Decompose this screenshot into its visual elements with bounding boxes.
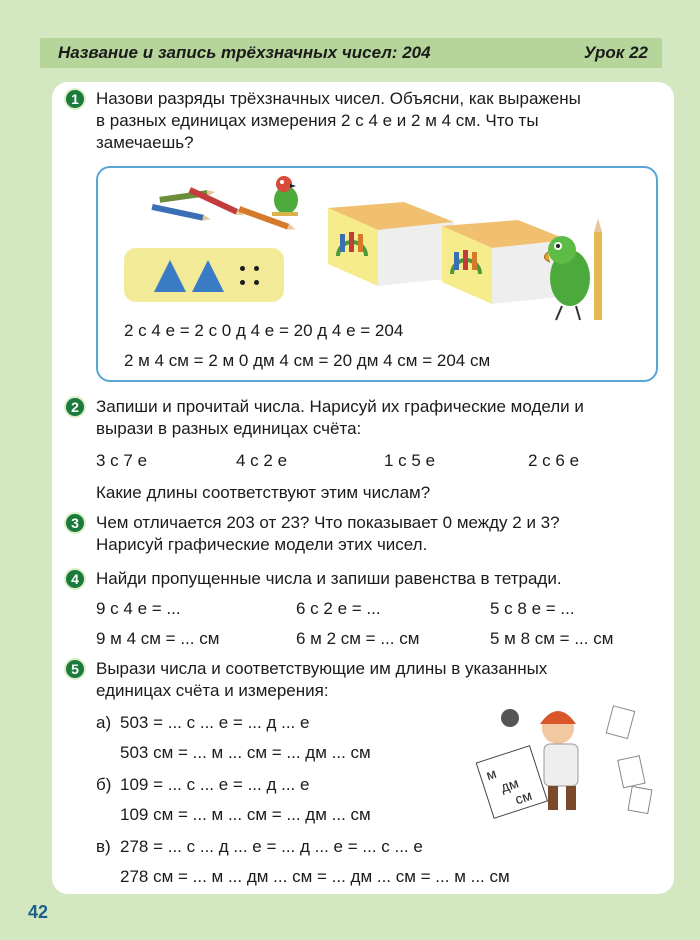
task-4-text-line: Найди пропущенные числа и запиши равенства в тетради. — [96, 569, 562, 588]
dots-model — [238, 264, 262, 288]
task-4-expression: 6 с 2 е = ... — [296, 599, 381, 618]
task-5-text-line: Вырази числа и соответствующие им длины в указанных — [96, 659, 548, 678]
part-line: 503 см = ... м ... см = ... дм ... см — [120, 743, 371, 762]
task-2-number: 2 — [64, 396, 86, 418]
part-label: а) — [96, 713, 112, 732]
part-label: б) — [96, 775, 112, 794]
triangles-model — [150, 256, 230, 296]
part-label: в) — [96, 837, 111, 856]
parrot-with-pencil-illustration — [540, 216, 620, 328]
part-line: 109 см = ... м ... см = ... дм ... см — [120, 805, 371, 824]
task-2-text-line: Запиши и прочитай числа. Нарисуй их графические модели и — [96, 397, 584, 416]
task-5-text-line: единицах счёта и измерения: — [96, 681, 329, 700]
task-2-item: 4 с 2 е — [236, 451, 288, 470]
task-4-expression: 9 с 4 е = ... — [96, 599, 181, 618]
equation-lengths: 2 м 4 см = 2 м 0 дм 4 см = 20 дм 4 см = 204 см — [124, 351, 491, 370]
task-4-expression: 5 с 8 е = ... — [490, 599, 575, 618]
task-5-number: 5 — [64, 658, 86, 680]
page-number: 42 — [28, 902, 49, 922]
lesson-header — [40, 38, 662, 68]
task-4-expression: 5 м 8 см = ... см — [490, 629, 614, 648]
part-line: 503 = ... с ... е = ... д ... е — [120, 713, 310, 732]
task-3-text-line: Чем отличается 203 от 23? Что показывает 0 между 2 и 3? — [96, 513, 560, 532]
task-1-text-line: замечаешь? — [96, 133, 194, 152]
lesson-number: Урок 22 — [583, 43, 648, 62]
sign-text-sm: см — [513, 786, 534, 808]
equation-digits: 2 с 4 е = 2 с 0 д 4 е = 20 д 4 е = 204 — [124, 321, 404, 340]
sign-text-m: м — [484, 764, 499, 784]
part-line: 278 см = ... м ... дм ... см = ... дм ... см = ... м ... см — [120, 867, 510, 886]
task-4-expression: 6 м 2 см = ... см — [296, 629, 420, 648]
task-2-text-line: вырази в разных единицах счёта: — [96, 419, 362, 438]
task-4-expression: 9 м 4 см = ... см — [96, 629, 220, 648]
part-line: 278 = ... с ... д ... е = ... д ... е = ... с ... е — [120, 837, 423, 856]
task-2-item: 2 с 6 е — [528, 451, 580, 470]
task-3-number: 3 — [64, 512, 86, 534]
task-2-item: 1 с 5 е — [384, 451, 436, 470]
task-1-text-line: в разных единицах измерения 2 с 4 е и 2 м 4 см. Что ты — [96, 111, 539, 130]
task-1-text-line: Назови разряды трёхзначных чисел. Объясни, как выражены — [96, 89, 581, 108]
task-4-number: 4 — [64, 568, 86, 590]
small-parrot-illustration — [262, 172, 308, 222]
task-3-text-line: Нарисуй графические модели этих чисел. — [96, 535, 428, 554]
sign-text-dm: дм — [498, 774, 521, 796]
task-2-question: Какие длины соответствуют этим числам? — [96, 483, 431, 502]
boy-with-sign-illustration — [470, 700, 660, 820]
task-2-item: 3 с 7 е — [96, 451, 148, 470]
task-1-number: 1 — [64, 88, 86, 110]
lesson-title: Название и запись трёхзначных чисел: 204 — [58, 43, 431, 62]
part-line: 109 = ... с ... е = ... д ... е — [120, 775, 310, 794]
